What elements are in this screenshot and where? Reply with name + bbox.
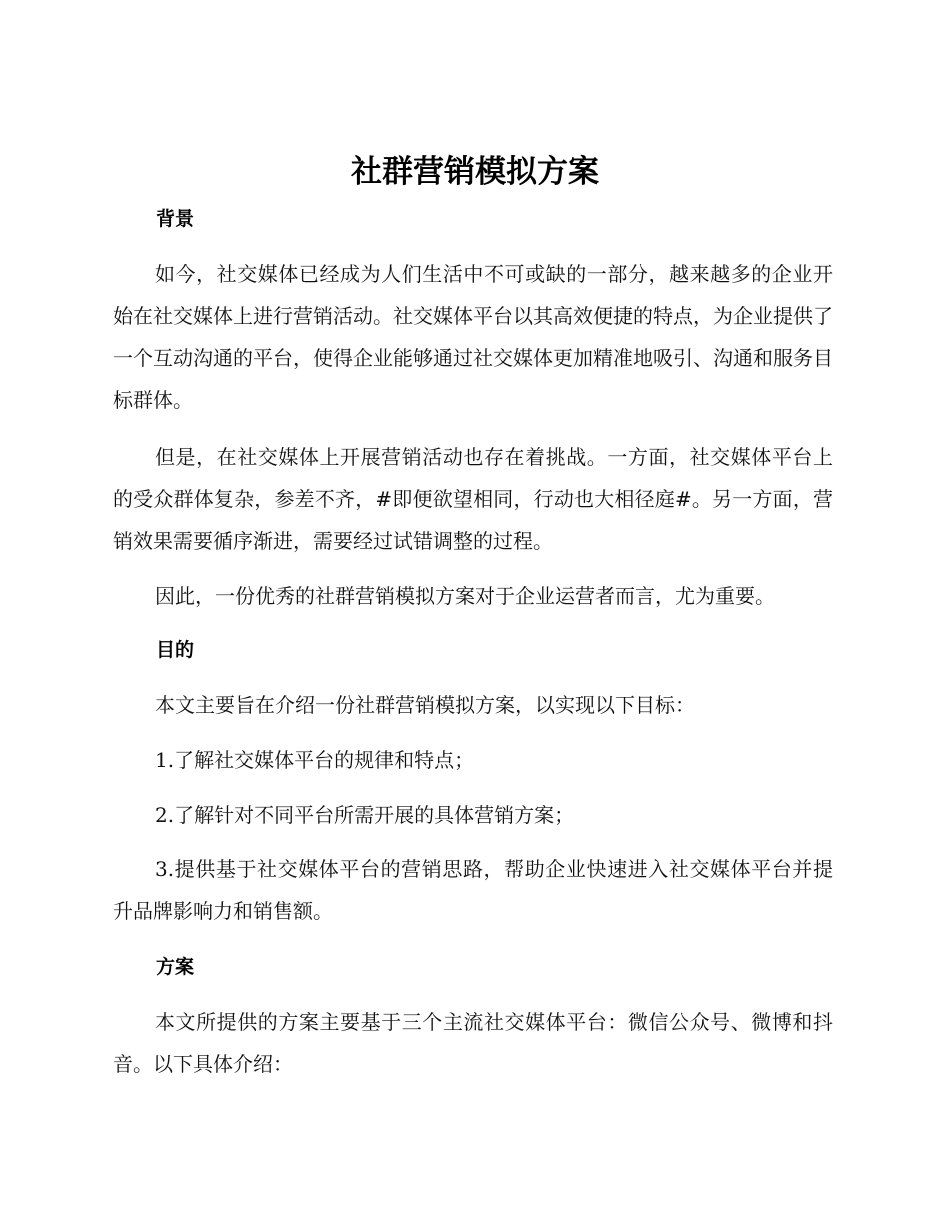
purpose-paragraph-intro: 本文主要旨在介绍一份社群营销模拟方案，以实现以下目标：: [155, 693, 695, 717]
plan-paragraph-1: 本文所提供的方案主要基于三个主流社交媒体平台：微信公众号、微博和抖音。以下具体介绍：: [113, 1010, 833, 1076]
purpose-list-item-2: 2.了解针对不同平台所需开展的具体营销方案；: [155, 803, 575, 827]
background-paragraph-1: 如今，社交媒体已经成为人们生活中不可或缺的一部分，越来越多的企业开始在社交媒体上进行营销活动。社交媒体平台以其高效便捷的特点，为企业提供了一个互动沟通的平台，使得企业能够通过社交媒体更加精准地吸引、沟通和服务目标群体。: [113, 262, 833, 412]
purpose-list-item-1: 1.了解社交媒体平台的规律和特点；: [155, 748, 475, 772]
background-paragraph-3: 因此，一份优秀的社群营销模拟方案对于企业运营者而言，尤为重要。: [155, 584, 775, 608]
section-heading-plan: 方案: [156, 956, 195, 978]
section-heading-purpose: 目的: [156, 639, 195, 661]
section-heading-background: 背景: [156, 208, 195, 230]
background-paragraph-2: 但是，在社交媒体上开展营销活动也存在着挑战。一方面，社交媒体平台上的受众群体复杂，参差不齐，#即便欲望相同，行动也大相径庭#。另一方面，营销效果需要循序渐进，需要经过试错调整的过程。: [113, 445, 833, 553]
purpose-list-item-3: 3.提供基于社交媒体平台的营销思路，帮助企业快速进入社交媒体平台并提升品牌影响力和销售额。: [113, 857, 833, 923]
document-title: 社群营销模拟方案: [351, 154, 599, 190]
